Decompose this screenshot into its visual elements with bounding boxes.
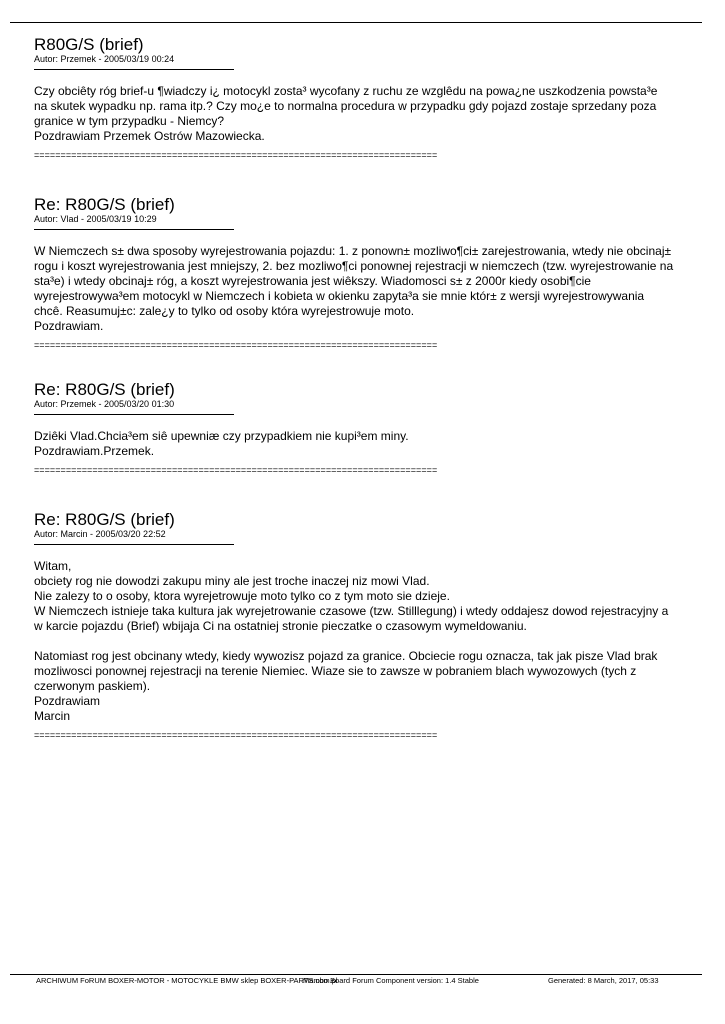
post bbox=[34, 196, 684, 381]
post-separator: ============================================================================ bbox=[34, 730, 438, 740]
post-meta: Autor: Przemek - 2005/03/20 01:30 bbox=[34, 399, 175, 409]
post-title: Re: R80G/S (brief) bbox=[34, 195, 175, 214]
footer-rule bbox=[10, 974, 702, 975]
post-title: Re: R80G/S (brief) bbox=[34, 510, 175, 529]
post-title: R80G/S (brief) bbox=[34, 35, 144, 54]
post-separator: ============================================================================ bbox=[34, 150, 438, 160]
post-meta: Autor: Marcin - 2005/03/20 22:52 bbox=[34, 529, 166, 539]
post-divider bbox=[34, 414, 234, 415]
post-divider bbox=[34, 544, 234, 545]
post bbox=[34, 381, 684, 511]
header-rule bbox=[10, 22, 702, 23]
post-meta: Autor: Przemek - 2005/03/19 00:24 bbox=[34, 54, 175, 64]
post-title: Re: R80G/S (brief) bbox=[34, 380, 175, 399]
post-separator: ============================================================================ bbox=[34, 465, 438, 475]
footer-component-version: Mambo Board Forum Component version: 1.4 Stable bbox=[303, 976, 479, 985]
post-meta: Autor: Vlad - 2005/03/19 10:29 bbox=[34, 214, 157, 224]
post-body: W Niemczech s± dwa sposoby wyrejestrowania pojazdu: 1. z ponown± mozliwo¶ci± zarejestrowania, wtedy nie obcinaj± rogu i koszt wyrejestrowania jest mniejszy, 2. bez mozliwo¶ci ponownej rejestracji w niemczech (tzw. wyrejestrowanie na sta³e) i wtedy obcinaj± róg, a koszt wyrejestrowania jest wiêkszy. Wiadomosci s± z 2000r kiedy osobi¶cie wyrejestrowywa³em motocykl w Niemczech i kobieta w okienku zapyta³a sie mnie któr± z wersji wyrejestrowywania chcê. Reasumuj±c: zale¿y to tylko od osoby która wyrejestrowuje moto. Pozdrawiam. bbox=[34, 244, 674, 333]
post-divider bbox=[34, 229, 234, 230]
post-body: Czy obciêty róg brief-u ¶wiadczy i¿ motocykl zosta³ wycofany z ruchu ze wzglêdu na powa¿ne uszkodzenia powsta³e na skutek wypadku np. rama itp.? Czy mo¿e to normalna procedura w przypadku gdy pojazd zostaje sprzedany poza granice w tym przypadku - Niemcy? Pozdrawiam Przemek Ostrów Mazowiecka. bbox=[34, 84, 658, 143]
post-body: Witam, obciety rog nie dowodzi zakupu miny ale jest troche inaczej niz mowi Vlad. Nie zalezy to o osoby, ktora wyrejetrowuje moto tylko co z tym moto sie dzieje. W Niemczech istnieje taka kultura jak wyrejetrowanie czasowe (tzw. Stilllegung) i wtedy oddajesz dowod rejestracyjny a w karcie pojazdu (Brief) wbijaja Ci na ostatniej stronie pieczatke o czasowym wymeldowaniu. Natomiast rog jest obcinany wtedy, kiedy wywozisz pojazd za granice. Obciecie rogu oznacza, tak jak pisze Vlad brak mozliwosci ponownej rejestracji na terenie Niemiec. Wiaze sie to zawsze w pobraniem blach wywozowych (tych z czerwonym paskiem). Pozdrawiam Marcin bbox=[34, 559, 669, 723]
post-separator: ============================================================================ bbox=[34, 340, 438, 350]
post-divider bbox=[34, 69, 234, 70]
post bbox=[34, 511, 684, 741]
post bbox=[34, 36, 684, 196]
thread bbox=[34, 36, 684, 741]
post-body: Dziêki Vlad.Chcia³em siê upewniæ czy przypadkiem nie kupi³em miny. Pozdrawiam.Przemek. bbox=[34, 429, 409, 458]
footer-archive-label: ARCHIWUM FoRUM BOXER-MOTOR - MOTOCYKLE BMW sklep BOXER-PARTS.com.pl bbox=[36, 976, 338, 985]
footer-generated-date: Generated: 8 March, 2017, 05:33 bbox=[548, 976, 659, 985]
